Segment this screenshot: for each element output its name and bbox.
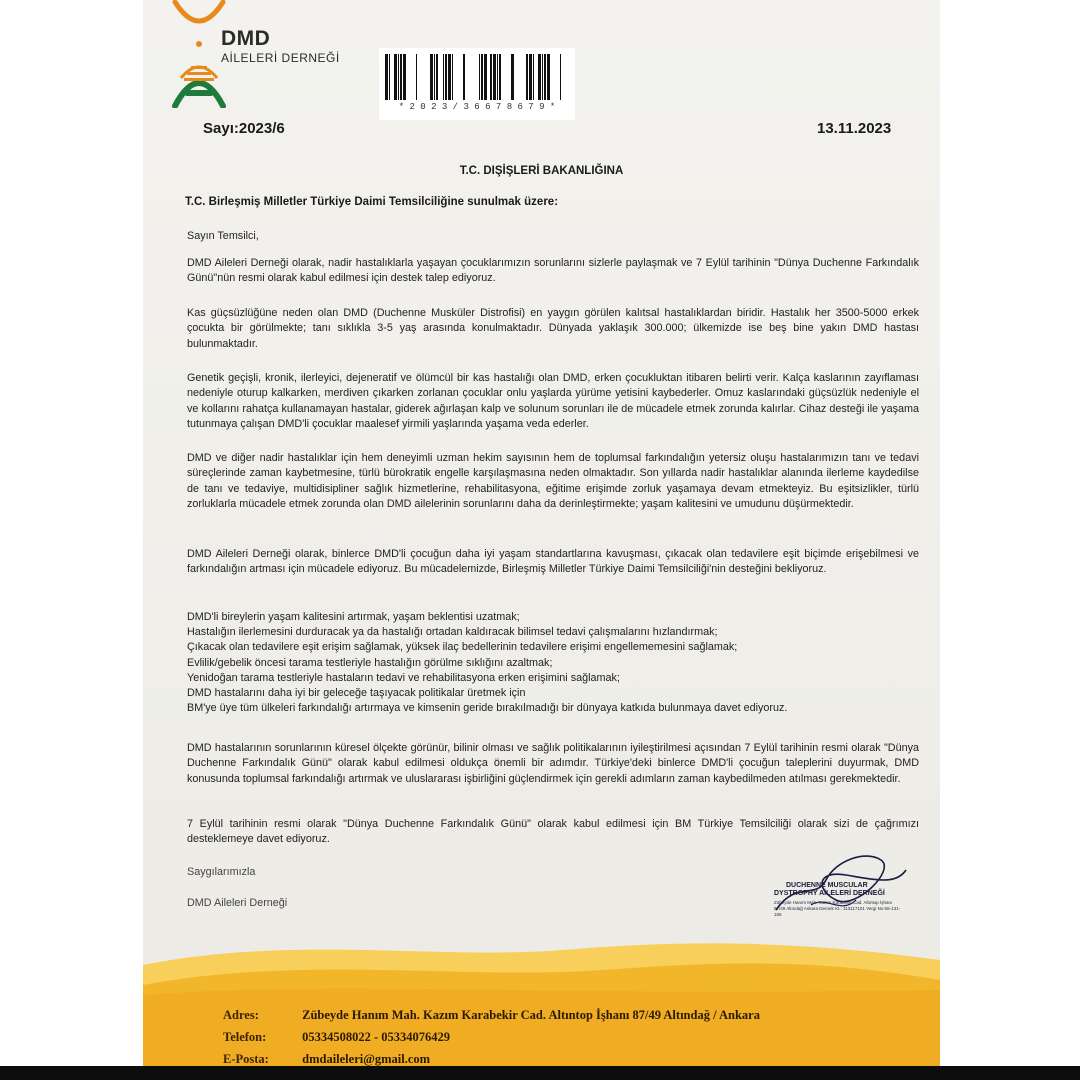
list-item: Hastalığın ilerlemesini durduracak ya da hastalığı ortadan kaldıracak bilimsel tedavi çalışmalarını hızlandırmak; (187, 626, 718, 639)
barcode-bar (403, 54, 406, 100)
dna-helix-logo-icon (169, 0, 229, 108)
org-logo-title: DMD (221, 27, 271, 50)
barcode-bar (560, 54, 561, 100)
footer-wave-decoration (143, 935, 940, 1066)
barcode-bar (385, 54, 388, 100)
list-item: Çıkacak olan tedavilere eşit erişim sağlamak, yüksek ilaç bedellerinin tedavilere erişimi engellememesini sağlamak; (187, 641, 738, 654)
barcode-bar (542, 54, 543, 100)
official-stamp (756, 870, 908, 942)
barcode-bar (436, 54, 438, 100)
footer-phone-label: Telefon: (223, 1030, 267, 1044)
signoff-organization: DMD Aileleri Derneği (187, 897, 288, 909)
paragraph: Genetik geçişli, kronik, ilerleyici, dejeneratif ve ölümcül bir kas hastalığı olan DMD, erken çocukluktan itibaren belirti verir. Kalça kaslarının zayıflaması nedeniyle oturup kalkarken, merdiven çıkarken zorlanan çocuklar onlu yaşlarda yürüme yetisini kaybederler. Omuz kaslarındaki güçsüzlük nedeniyle el ve kollarını rahatça kullanamayan hastalar, giderek ağırlaşan kalp ve solunum sorunları ile de mücadele etmek zorunda kalırlar. Cihaz desteği ile yaşama tutunmaya çalışan DMD'li çocuklar maalesef yirmili yaşlarında yaşama veda ederler. (187, 372, 919, 431)
barcode-bar (490, 54, 492, 100)
footer-email-label: E-Posta: (223, 1052, 269, 1066)
barcode-bar (430, 54, 433, 100)
barcode-bar (538, 54, 541, 100)
paragraph: Kas güçsüzlüğüne neden olan DMD (Duchenne Musküler Distrofisi) en yaygın görülen kalıtsal hastalıklardan biridir. Hastalık her 3500-5000 erkek çocukta bir görülmekte; tanı sıklıkla 3-5 yaş arasında konulmaktadır. Dünyada yaklaşık 300.000; ülkemizde ise beş bine yakın DMD hastası bulunmaktadır. (187, 307, 919, 350)
barcode-bar (526, 54, 528, 100)
barcode-bar (479, 54, 480, 100)
paragraph: DMD Aileleri Derneği olarak, binlerce DMD'li çocuğun daha iyi yaşam standartlarına kavuşması, çıkacak olan tedavilere eşit biçimde erişebilmesi ve farkındalığın artması için mücadele ediyoruz. Bu mücadelemizde, Birleşmiş Milletler Türkiye Daimi Temsilciliği'nin desteğini bekliyoruz. (187, 548, 919, 576)
footer-email: dmdaileleri@gmail.com (302, 1052, 431, 1066)
org-logo-subtitle: AİLELERİ DERNEĞİ (221, 51, 340, 65)
paragraph: DMD ve diğer nadir hastalıklar için hem deneyimli uzman hekim sayısının hem de toplumsal farkındalığın yetersiz oluşu hastalarımızın tanı ve tedavi süreçlerinde zaman kaybetmesine, türlü bürokratik engelle karşılaşmasına neden olmaktadır. Son yıllarda nadir hastalıklar alanında ilerleme kaydedilse de tanı ve tedaviye, multidisipliner sağlık hizmetlerine, rehabilitasyona, eğitime erişimde zorluk yaşamaya devam etmekteyiz. Bu eşitsizlikler, türlü zorluklarla mücadele etmek zorunda olan DMD ailelerinin sorunlarını daha da derinleştirmekte; yaşam kalitesini ve umudunu düşürmektedir. (187, 452, 919, 511)
recipient-subheading: T.C. Birleşmiş Milletler Türkiye Daimi Temsilciliğine sunulmak üzere: (185, 196, 559, 208)
letter-page (143, 0, 940, 1066)
stamp-title-line1: DUCHENNE MUSCULAR (786, 882, 868, 889)
barcode-bar (533, 54, 534, 100)
barcode-bar (448, 54, 451, 100)
barcode-bar (529, 54, 532, 100)
barcode-bar (394, 54, 397, 100)
barcode-bar (547, 54, 550, 100)
footer-address-row (223, 1008, 760, 1023)
footer-phone: 05334508022 - 05334076429 (302, 1030, 451, 1044)
greeting: Sayın Temsilci, (187, 230, 259, 242)
recipient-heading: T.C. DIŞİŞLERİ BAKANLIĞINA (459, 165, 624, 177)
barcode-bar (463, 54, 465, 100)
barcode-bar (398, 54, 399, 100)
footer-address: Zübeyde Hanım Mah. Kazım Karabekir Cad. Altıntop İşhanı 87/49 Altındağ / Ankara (302, 1008, 760, 1022)
barcode-number: * 2 0 2 3 / 3 6 6 7 8 6 7 9 * (398, 102, 556, 112)
document-number: Sayı:2023/6 (203, 120, 285, 137)
barcode-bar (452, 54, 453, 100)
goals-list (187, 610, 927, 716)
footer-address-label: Adres: (223, 1008, 259, 1022)
barcode-bar (445, 54, 447, 100)
page-bottom-edge (0, 1066, 1080, 1080)
barcode-bar (416, 54, 417, 100)
barcode-bar (484, 54, 487, 100)
regards-text: Saygılarımızla (187, 866, 256, 878)
barcode-bar (434, 54, 435, 100)
paragraph: DMD Aileleri Derneği olarak, nadir hastalıklarla yaşayan çocuklarımızın sorunlarını sizlerle paylaşmak ve 7 Eylül tarihinin "Dünya Duchenne Farkındalık Günü"nün resmi olarak kabul edilmesi için destek talep ediyoruz. (187, 257, 919, 285)
barcode-bar (511, 54, 514, 100)
list-item: BM'ye üye tüm ülkeleri farkındalığı artırmaya ve kimsenin geride bırakılmadığı bir dünyaya katkıda bulunmaya davet ediyoruz. (187, 702, 788, 715)
list-item: DMD'li bireylerin yaşam kalitesini artırmak, yaşam beklentisi uzatmak; (187, 611, 520, 623)
barcode-bars (385, 54, 569, 100)
paragraph: 7 Eylül tarihinin resmi olarak "Dünya Duchenne Farkındalık Günü" olarak kabul edilmesi için BM Türkiye Temsilciliği olarak sizi de çağrımızı desteklemeye davet ediyoruz. (187, 818, 919, 846)
footer-phone-row (223, 1030, 450, 1045)
list-item: Evlilik/gebelik öncesi tarama testleriyle hastalığın görülme sıklığını azaltmak; (187, 656, 553, 669)
barcode-bar (443, 54, 444, 100)
barcode-bar (481, 54, 483, 100)
barcode-bar (493, 54, 496, 100)
barcode-bar (389, 54, 390, 100)
paragraph: DMD hastalarının sorunlarının küresel ölçekte görünür, bilinir olması ve sağlık politikalarının iyileştirilmesi açısından 7 Eylül tarihinin resmi olarak "Dünya Duchenne Farkındalık Günü" olarak kabul edilmesi oldukça önemli bir adımdır. Türkiye'deki binlerce DMD'li çocuğun taleplerini duyurmak, DMD konusunda toplumsal farkındalığı artırmak ve uluslararası işbirliğini güçlendirmek için gerekli adımların zaman kaybedilmeden atılması gerekmektedir. (187, 742, 919, 785)
barcode-bar (544, 54, 546, 100)
stamp-details: Zübeyde Hanım Mah. Kazım Karabekir Cad. Altıntop İşhanı 87/49 Altındağ Ankara Dernek Kt.: 113117101 Vergi No:06-131-165 (774, 900, 901, 917)
barcode-label (379, 48, 575, 120)
stamp-title-line2: DYSTROPHY AİLELERİ DERNEĞİ (774, 890, 885, 897)
page-margin-left (0, 0, 143, 1080)
barcode-bar (499, 54, 501, 100)
barcode-bar (400, 54, 402, 100)
list-item: Yenidoğan tarama testleriyle hastaların tedavi ve rehabilitasyona erken erişimini sağlamak; (187, 671, 620, 684)
page-margin-right (940, 0, 1080, 1080)
footer-email-row (223, 1052, 430, 1066)
list-item: DMD hastalarını daha iyi bir geleceğe taşıyacak politikalar üretmek için (187, 687, 526, 700)
document-date: 13.11.2023 (817, 120, 892, 137)
barcode-bar (497, 54, 498, 100)
